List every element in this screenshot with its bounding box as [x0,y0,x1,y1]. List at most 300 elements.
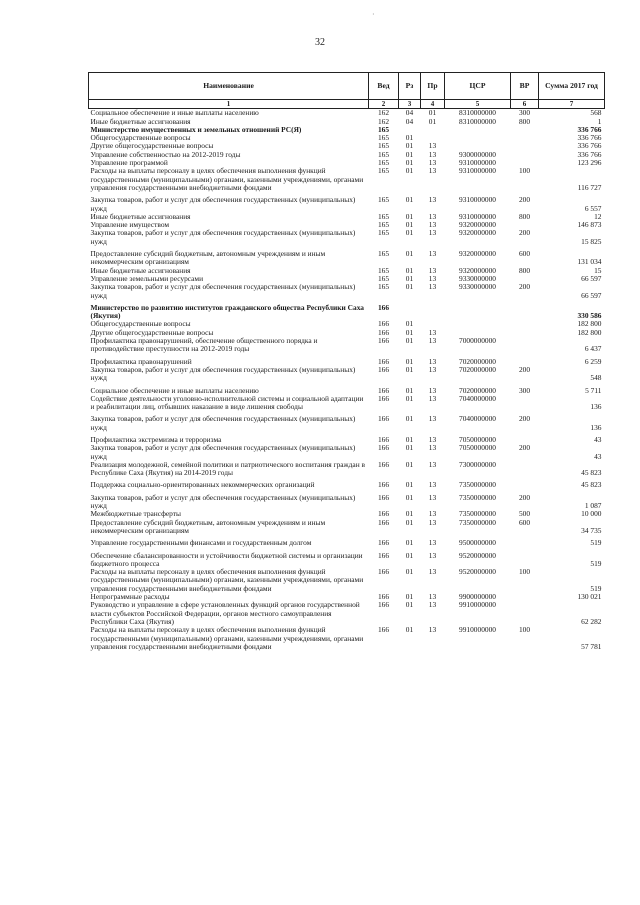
cell-ved: 166 [377,302,390,312]
cell-name: Иные бюджетные ассигнования [90,212,191,221]
cell-ved: 165 [377,150,390,159]
cell-vr [511,432,539,444]
table-row [89,167,605,192]
cell-vr [511,601,539,626]
cell-rz: 01 [405,394,414,403]
cell-sum: 131 034 [577,257,602,267]
cell-ved: 166 [377,320,390,329]
cell-vr [511,354,539,366]
col-number: 4 [421,100,445,109]
table-row [89,535,605,547]
cell-ved: 165 [377,283,390,292]
cell-sum: 12 [594,212,602,221]
cell-sum: 548 [590,373,602,383]
table-row [89,126,605,134]
cell-sum: 1 087 [584,501,602,511]
cell-name: Расходы на выплаты персоналу в целях обеспечения выполнения функций государственными (муниципальными) органами, казенными учреждениями, органами управления государственными внебюджетными фондами [90,167,364,192]
cell-rz: 04 [405,117,414,126]
cell-name: Иные бюджетные ассигнования [90,117,191,126]
cell-vr [511,142,539,150]
cell-rz: 01 [405,385,414,395]
cell-ved: 166 [377,538,390,548]
cell-pr: 13 [428,365,437,374]
table-row [89,366,605,383]
cell-sum: 336 766 [577,142,602,151]
cell-csr: 8310000000 [459,117,496,126]
cell-vr [511,134,539,142]
cell-pr: 13 [428,538,437,548]
cell-sum: 568 [590,108,602,118]
table-row [89,383,605,395]
table-row [89,246,605,267]
cell-csr [445,320,511,328]
cell-pr: 13 [428,150,437,159]
cell-csr: 9910000000 [459,601,496,610]
cell-pr: 13 [428,221,437,230]
table-row [89,519,605,536]
cell-pr: 13 [428,444,437,453]
cell-sum: 182 800 [577,320,602,329]
cell-sum: 5 711 [585,385,602,395]
cell-sum: 336 766 [577,134,602,143]
table-row [89,283,605,300]
cell-pr: 13 [428,266,437,275]
header-ved: Вед [369,73,399,100]
cell-csr [445,134,511,142]
cell-name: Управление государственными финансами и государственным долгом [90,538,312,548]
cell-sum: 1 [597,117,602,126]
table-row [89,329,605,337]
cell-rz: 01 [405,538,414,548]
cell-rz: 01 [405,159,414,168]
cell-name: Общегосударственные вопросы [90,134,191,143]
cell-name: Закупка товаров, работ и услуг для обеспечения государственных (муниципальных) нужд [90,444,356,461]
cell-pr: 13 [428,385,437,395]
cell-vr: 600 [518,518,531,527]
cell-name: Непрограммные расходы [90,593,170,602]
cell-vr: 100 [518,167,531,176]
cell-vr [511,337,539,354]
cell-name: Министерство имущественных и земельных отношений РС(Я) [90,125,302,134]
cell-name: Предоставление субсидий бюджетным, автономным учреждениям и иным некоммерческим организациям [90,249,326,267]
cell-name: Закупка товаров, работ и услуг для обеспечения государственных (муниципальных) нужд [90,365,356,383]
cell-ved: 165 [377,125,390,134]
cell-name: Поддержка социально-ориентированных некоммерческих организаций [90,480,315,490]
cell-pr [421,300,445,321]
cell-sum: 136 [590,402,602,412]
cell-csr [445,142,511,150]
cell-name: Закупка товаров, работ и услуг для обеспечения государственных (муниципальных) нужд [90,195,356,213]
cell-ved: 165 [377,221,390,230]
cell-pr: 13 [428,249,437,259]
cell-vr [511,329,539,337]
cell-sum: 45 823 [581,480,602,490]
cell-vr [511,126,539,134]
cell-vr [511,275,539,283]
cell-csr: 7350000000 [459,510,496,519]
table-row [89,142,605,150]
cell-rz: 01 [405,492,414,502]
cell-name: Социальное обеспечение и иные выплаты населению [90,108,259,118]
cell-rz: 01 [405,434,414,444]
cell-ved: 166 [377,337,390,346]
cell-sum: 15 [594,266,602,275]
cell-vr [511,221,539,229]
cell-name: Управление собственностью на 2012-2019 годы [90,150,241,159]
cell-vr: 500 [518,510,531,519]
cell-rz [399,300,421,321]
table-row [89,510,605,518]
cell-name: Закупка товаров, работ и услуг для обеспечения государственных (муниципальных) нужд [90,283,356,300]
cell-ved: 166 [377,593,390,602]
cell-vr [511,477,539,489]
cell-vr [511,159,539,167]
cell-vr [511,535,539,547]
cell-sum: 519 [590,538,602,548]
cell-vr [511,151,539,159]
cell-pr: 13 [428,142,437,151]
header-vr: ВР [511,73,539,100]
cell-rz: 01 [405,266,414,275]
cell-name: Управление программой [90,159,168,168]
cell-rz: 01 [405,601,414,610]
cell-pr: 13 [428,460,437,469]
cell-rz: 01 [405,221,414,230]
cell-ved: 165 [377,274,390,283]
table-row [89,626,605,651]
cell-rz: 01 [405,212,414,221]
cell-ved: 166 [377,414,390,424]
cell-vr [511,320,539,328]
cell-rz: 01 [405,510,414,519]
col-number: 5 [445,100,511,109]
cell-pr: 13 [428,212,437,221]
cell-name: Управление земельными ресурсами [90,274,204,283]
table-row [89,548,605,569]
cell-sum: 123 296 [577,159,602,168]
cell-ved: 166 [377,356,390,366]
col-number: 2 [369,100,399,109]
cell-rz: 01 [405,283,414,292]
cell-vr: 200 [518,229,531,238]
cell-csr: 9330000000 [459,283,496,292]
cell-name: Профилактика правонарушений, обеспечение общественного порядка и противодействие преступности на 2012-2019 годы [90,337,318,354]
table-header [89,73,605,109]
cell-pr: 13 [428,568,437,577]
cell-name: Закупка товаров, работ и услуг для обеспечения государственных (муниципальных) нужд [90,492,356,511]
cell-rz: 01 [405,229,414,238]
cell-ved: 166 [377,550,390,560]
cell-ved: 165 [377,134,390,143]
cell-rz: 01 [405,274,414,283]
cell-csr: 7350000000 [459,480,496,490]
cell-csr: 9320000000 [459,229,496,238]
cell-sum: 66 597 [581,290,602,300]
cell-ved: 165 [377,195,390,205]
header-pr: Пр [421,73,445,100]
cell-csr: 9900000000 [459,593,496,602]
cell-ved: 166 [377,394,390,403]
cell-sum: 336 766 [577,125,602,134]
cell-pr: 13 [428,159,437,168]
cell-rz: 01 [405,365,414,374]
cell-csr: 7020000000 [459,356,496,366]
cell-name: Управление имуществом [90,221,170,230]
header-sum: Сумма 2017 год [539,73,605,100]
col-number: 7 [539,100,605,109]
table-row [89,192,605,213]
cell-pr: 13 [428,283,437,292]
cell-pr: 13 [428,356,437,366]
cell-csr: 9520000000 [459,550,496,560]
cell-rz: 01 [405,593,414,602]
cell-csr: 9500000000 [459,538,496,548]
col-number: 1 [89,100,369,109]
table-row [89,267,605,275]
cell-ved: 166 [377,434,390,444]
cell-name: Закупка товаров, работ и услуг для обеспечения государственных (муниципальных) нужд [90,229,356,246]
cell-sum: 15 825 [581,236,602,246]
cell-rz: 01 [405,195,414,205]
cell-sum: 330 586 [577,311,602,321]
cell-pr: 13 [428,550,437,560]
cell-pr: 13 [428,601,437,610]
cell-rz: 01 [405,414,414,424]
cell-pr: 13 [428,434,437,444]
table-row [89,593,605,601]
cell-name: Расходы на выплаты персоналу в целях обеспечения выполнения функций государственными (муниципальными) органами, казенными учреждениями, органами управления государственными внебюджетными фондами [90,568,364,593]
cell-name: Расходы на выплаты персоналу в целях обеспечения выполнения функций государственными (муниципальными) органами, казенными учреждениями, органами управления государственными внебюджетными фондами [90,626,364,651]
cell-pr: 13 [428,626,437,635]
cell-vr [511,395,539,412]
cell-pr: 13 [428,518,437,527]
cell-csr: 7000000000 [459,337,496,346]
cell-vr: 200 [518,365,531,374]
cell-rz: 01 [405,134,414,143]
cell-csr [445,329,511,337]
table-row [89,395,605,412]
cell-pr: 13 [428,394,437,403]
table-row [89,411,605,432]
cell-pr: 13 [428,480,437,490]
cell-rz: 01 [405,337,414,346]
cell-name: Предоставление субсидий бюджетным, автономным учреждениям и иным некоммерческим организациям [90,518,326,535]
table-row [89,320,605,328]
cell-rz: 01 [405,518,414,527]
page-mark: · [372,10,375,19]
cell-name: Содействие деятельности уголовно-исполнительной системы и социальной адаптации и реабилитации лиц, отбывших наказание в виде лишения свободы [90,394,364,412]
cell-csr: 9310000000 [459,195,496,205]
cell-rz: 01 [405,480,414,490]
col-number: 3 [399,100,421,109]
cell-rz: 01 [405,167,414,176]
table-row [89,354,605,366]
cell-sum: 6 259 [584,356,602,366]
cell-sum: 182 800 [577,328,602,337]
cell-pr [421,320,445,328]
cell-ved: 165 [377,212,390,221]
cell-ved: 165 [377,249,390,259]
cell-vr [511,593,539,601]
cell-vr: 200 [518,283,531,292]
cell-csr: 9310000000 [459,159,496,168]
cell-sum: 34 735 [581,525,602,535]
header-rz: Рз [399,73,421,100]
cell-csr: 9310000000 [459,167,496,176]
cell-vr [511,300,539,321]
cell-vr: 200 [518,414,531,424]
cell-csr: 7300000000 [459,460,496,469]
cell-vr: 100 [518,626,531,635]
cell-sum: 146 873 [577,221,602,230]
cell-name: Профилактика правонарушений [90,356,192,366]
cell-rz: 01 [405,320,414,329]
cell-rz: 01 [405,626,414,635]
cell-vr: 100 [518,568,531,577]
table-row [89,159,605,167]
cell-csr: 9520000000 [459,568,496,577]
cell-name: Иные бюджетные ассигнования [90,266,191,275]
cell-csr: 7040000000 [459,394,496,403]
cell-vr [511,548,539,569]
cell-rz: 01 [405,356,414,366]
cell-csr: 7050000000 [459,434,496,444]
cell-ved: 166 [377,460,390,469]
cell-pr: 13 [428,328,437,337]
cell-ved: 166 [377,510,390,519]
cell-csr: 9320000000 [459,221,496,230]
cell-rz: 01 [405,249,414,259]
cell-csr: 9300000000 [459,150,496,159]
cell-pr [421,126,445,134]
cell-rz: 01 [405,328,414,337]
cell-rz: 01 [405,568,414,577]
cell-pr: 01 [428,108,437,118]
cell-sum: 130 021 [577,593,602,602]
cell-pr: 13 [428,510,437,519]
cell-name: Другие общегосударственные вопросы [90,328,214,337]
table-row [89,477,605,489]
cell-ved: 166 [377,480,390,490]
cell-vr: 300 [518,385,531,395]
table-row [89,337,605,354]
cell-rz: 01 [405,444,414,453]
cell-rz: 01 [405,150,414,159]
cell-sum: 6 437 [584,344,602,354]
cell-sum: 10 000 [581,510,602,519]
cell-sum: 43 [594,434,602,444]
cell-csr: 7040000000 [459,414,496,424]
cell-csr [445,126,511,134]
table-row [89,275,605,283]
cell-name: Министерство по развитию институтов гражданского общества Республики Саха (Якутия) [90,302,364,321]
cell-ved: 165 [377,142,390,151]
cell-sum: 519 [590,558,602,568]
table-row [89,213,605,221]
cell-sum: 336 766 [577,150,602,159]
cell-sum: 43 [594,451,602,461]
cell-pr: 13 [428,167,437,176]
cell-csr: 9320000000 [459,249,496,259]
cell-ved: 165 [377,266,390,275]
cell-sum: 62 282 [581,616,602,626]
cell-vr [511,461,539,478]
table-row [89,601,605,626]
cell-pr: 13 [428,229,437,238]
cell-rz: 01 [405,142,414,151]
cell-ved: 162 [377,108,390,118]
table-row [89,221,605,229]
table-row [89,568,605,593]
header-csr: ЦСР [445,73,511,100]
cell-sum: 57 781 [581,641,602,651]
cell-name: Руководство и управление в сфере установленных функций органов государственной власти субъектов Российской Федерации, органов местного самоуправления Республики Саха (Якутия) [90,601,360,626]
cell-ved: 166 [377,385,390,395]
cell-vr: 800 [518,212,531,221]
cell-pr: 01 [428,117,437,126]
table-row [89,490,605,511]
cell-rz: 01 [405,460,414,469]
page-number: 32 [315,37,325,48]
cell-ved: 166 [377,601,390,610]
cell-csr: 8310000000 [459,108,496,118]
cell-sum: 66 597 [581,274,602,283]
cell-pr: 13 [428,337,437,346]
cell-vr: 200 [518,195,531,205]
cell-ved: 166 [377,328,390,337]
cell-csr: 7350000000 [459,518,496,527]
cell-sum: 519 [590,583,602,593]
cell-csr: 7020000000 [459,365,496,374]
cell-ved: 166 [377,492,390,502]
cell-ved: 165 [377,159,390,168]
table-row [89,432,605,444]
cell-pr: 13 [428,195,437,205]
cell-ved: 166 [377,626,390,635]
cell-csr: 7020000000 [459,385,496,395]
cell-name: Общегосударственные вопросы [90,320,191,329]
table-row [89,109,605,118]
col-number: 6 [511,100,539,109]
cell-csr: 9330000000 [459,274,496,283]
cell-name: Реализация молодежной, семейной политики и патриотического воспитания граждан в Республике Саха (Якутия) на 2014-2019 годы [90,460,365,478]
cell-vr: 800 [518,266,531,275]
cell-rz: 04 [405,108,414,118]
cell-pr: 13 [428,492,437,502]
cell-vr: 300 [518,108,531,118]
cell-ved: 166 [377,518,390,527]
cell-ved: 166 [377,365,390,374]
cell-name: Профилактика экстремизма и терроризма [90,434,222,444]
cell-vr: 200 [518,444,531,453]
table-row [89,461,605,478]
cell-ved: 165 [377,167,390,176]
cell-csr: 7050000000 [459,444,496,453]
cell-sum: 136 [590,422,602,432]
cell-csr: 9310000000 [459,212,496,221]
cell-sum: 6 557 [584,203,602,213]
cell-pr [421,134,445,142]
cell-csr: 9320000000 [459,266,496,275]
cell-csr [445,300,511,321]
table-row [89,151,605,159]
cell-name: Социальное обеспечение и иные выплаты населению [90,385,259,395]
cell-name: Другие общегосударственные вопросы [90,142,214,151]
cell-ved: 162 [377,117,390,126]
cell-name: Обеспечение сбалансированности и устойчивости бюджетной системы и организации бюджетного процесса [90,550,363,568]
cell-sum: 45 823 [581,468,602,478]
cell-vr: 800 [518,117,531,126]
